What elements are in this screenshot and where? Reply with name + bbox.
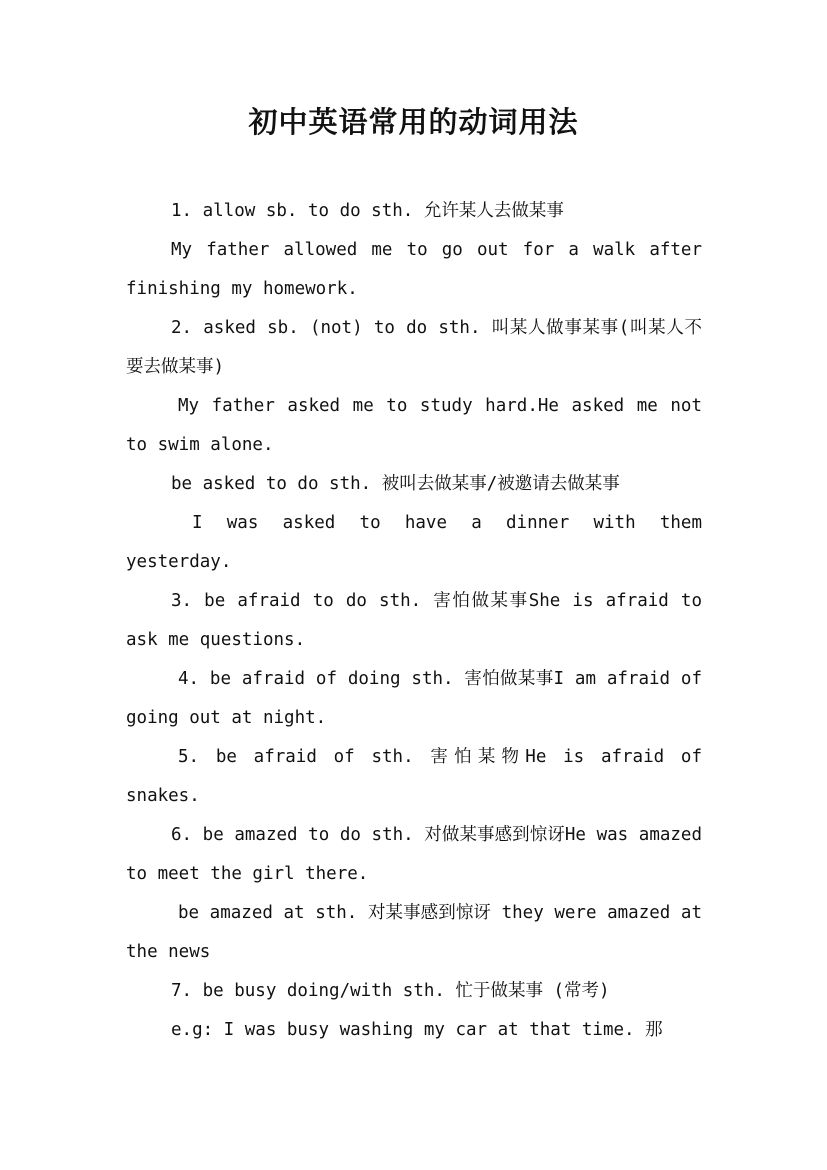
document-body [126,192,702,1050]
paragraph-13: e.g: I was busy washing my car at that time. 那 [171,1020,663,1040]
paragraph-9: 5. be afraid of sth. 害怕某物He is afraid of snakes. [126,747,702,806]
paragraph-1: 1. allow sb. to do sth. 允许某人去做某事 [171,201,564,221]
paragraph-5: be asked to do sth. 被叫去做某事/被邀请去做某事 [171,474,620,494]
paragraph-4: My father asked me to study hard.He asked me not to swim alone. [126,396,702,455]
paragraph-7: 3. be afraid to do sth. 害怕做某事She is afraid to ask me questions. [126,591,702,650]
paragraph-3: 2. asked sb. (not) to do sth. 叫某人做事某事(叫某人不要去做某事) [126,318,702,377]
paragraph-8: 4. be afraid of doing sth. 害怕做某事I am afraid of going out at night. [126,669,702,728]
paragraph-2: My father allowed me to go out for a walk after finishing my homework. [126,240,702,299]
paragraph-12: 7. be busy doing/with sth. 忙于做某事 (常考) [171,981,610,1001]
paragraph-10: 6. be amazed to do sth. 对做某事感到惊讶He was amazed to meet the girl there. [126,825,702,884]
paragraph-11: be amazed at sth. 对某事感到惊讶 they were amazed at the news [126,903,702,962]
paragraph-6: I was asked to have a dinner with them yesterday. [126,513,702,572]
document-title: 初中英语常用的动词用法 [248,105,579,139]
